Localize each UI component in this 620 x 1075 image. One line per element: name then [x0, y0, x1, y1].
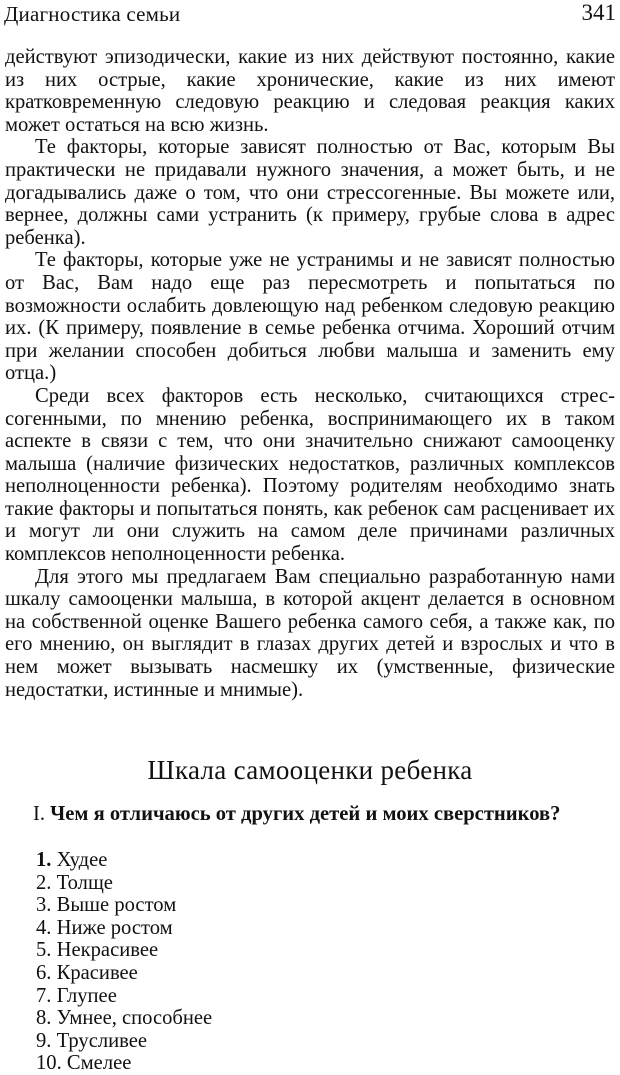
- item-text: Худее: [56, 849, 108, 871]
- item-text: Некрасивее: [56, 939, 159, 962]
- list-item: [36, 1052, 212, 1075]
- item-text: Умнее, способнее: [56, 1007, 213, 1030]
- item-text: Глупее: [56, 984, 117, 1007]
- list-item: [36, 917, 212, 940]
- running-head: Диагностика семьи: [4, 2, 181, 26]
- paragraph: Те факторы, которые зависят полностью от Вас, которым Вы практически не придавали нужного значения, а может быть, и не догадывались даже о том, что они стрессогенные. Вы можете или, вернее, должны сами устранить (к примеру, грубые слова в адрес ребенка).: [5, 136, 615, 249]
- item-number: 10.: [36, 1052, 62, 1075]
- list-item: [36, 1030, 212, 1053]
- item-text: Красивее: [56, 961, 138, 984]
- item-text: Толще: [56, 871, 113, 894]
- item-number: 6.: [36, 961, 52, 984]
- item-number: 7.: [36, 984, 52, 1007]
- list-item: [36, 985, 212, 1008]
- question-text: Чем я отличаюсь от других детей и моих сверстников?: [50, 803, 561, 825]
- list-item: [36, 1007, 212, 1030]
- list-item: [36, 962, 212, 985]
- list-item: [36, 872, 212, 895]
- paragraph: Те факторы, которые уже не устранимы и не зависят полностью от Вас, Вам надо еще раз пересмотреть и попытаться по возможности ослабить довлеющую над ребенком следовую реакцию их. (К примеру, появление в семье ребенка отчима. Хороший отчим при желании способен добиться любви малыша и заменить ему отца.): [5, 249, 615, 385]
- item-text: Трусливее: [56, 1029, 148, 1052]
- item-number: 1.: [36, 849, 52, 871]
- item-number: 3.: [36, 894, 52, 917]
- list-item: [36, 939, 212, 962]
- item-number: 5.: [36, 939, 52, 962]
- page-number: 341: [581, 0, 616, 25]
- item-number: 8.: [36, 1007, 52, 1030]
- question-heading: [5, 803, 615, 826]
- item-number: 9.: [36, 1029, 52, 1052]
- paragraph: Для этого мы предлагаем Вам специально разработанную нами шкалу самооценки малыша, в которой акцент делается в основном на собственной оценке Вашего ребенка самого себя, а также как, по его мнению, он выглядит в глазах других детей и взрослых и что в нем может вызывать насмешку их (умственные, физические недостатки, истинные и мнимые).: [5, 565, 615, 701]
- list-item: [36, 849, 212, 872]
- paragraph-continuation: действуют эпизодически, какие из них действуют постоянно, какие из них острые, какие хронические, какие из них имеют кратковременную следовую реакцию и следовая реакция каких может остаться на всю жизнь.: [5, 46, 615, 136]
- page-header: [4, 0, 616, 30]
- item-text: Смелее: [66, 1052, 132, 1075]
- body-text: [5, 46, 615, 701]
- section-title: Шкала самооценки ребенка: [147, 755, 473, 785]
- answer-list: [36, 849, 212, 1075]
- item-number: 4.: [36, 916, 52, 939]
- item-number: 2.: [36, 871, 52, 894]
- question-number: I.: [33, 803, 46, 825]
- item-text: Выше ростом: [56, 894, 177, 917]
- list-item: [36, 894, 212, 917]
- item-text: Ниже ростом: [56, 916, 173, 939]
- paragraph: Среди всех факторов есть несколько, считающихся стрессогенными, по мнению ребенка, воспринимающего их в таком аспекте в связи с тем, что они значительно снижают самооценку малыша (наличие физических недостатков, различных комплексов неполноценности ребенка). Поэтому родителям необходимо знать такие факторы и попытаться понять, как ребенок сам расценивает их и могут ли они служить на самом деле причинами различных комплексов неполноценности ребенка.: [5, 384, 615, 566]
